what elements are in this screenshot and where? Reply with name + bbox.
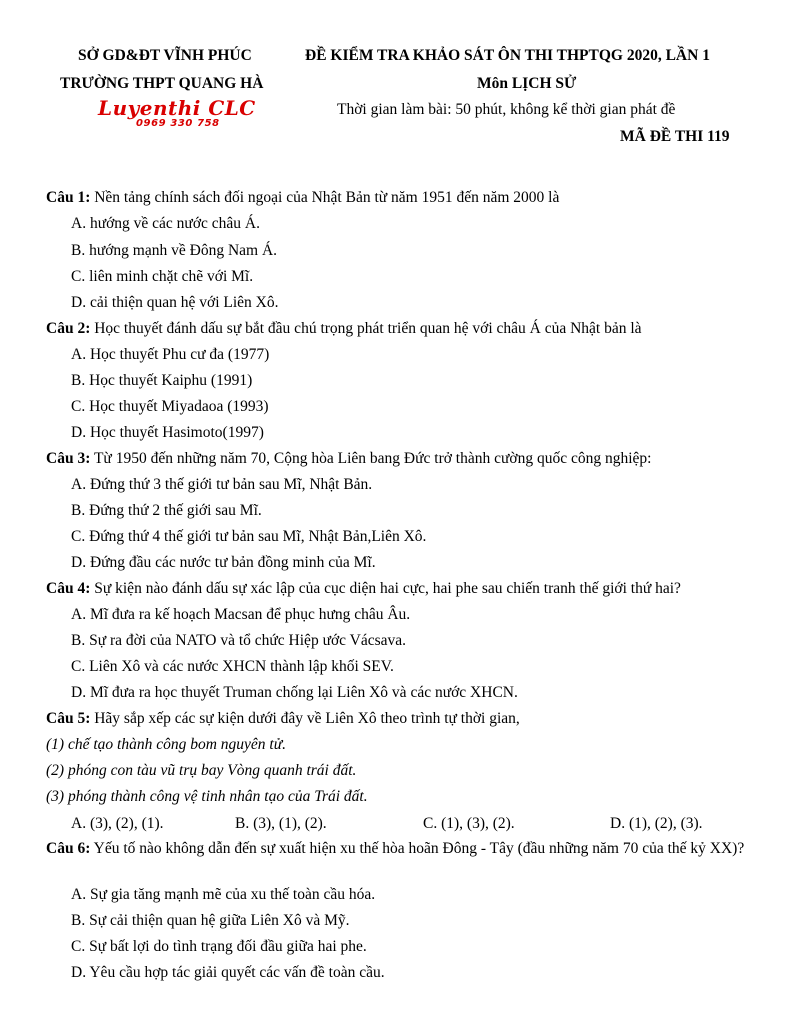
- event-3: (3) phóng thành công vệ tinh nhân tạo của Trái đất.: [46, 788, 368, 805]
- exam-code: MÃ ĐỀ THI 119: [620, 128, 730, 145]
- option-a: A. Đứng thứ 3 thế giới tư bản sau Mĩ, Nhật Bản.: [71, 476, 373, 493]
- option-b: B. Sự cải thiện quan hệ giữa Liên Xô và Mỹ.: [71, 912, 350, 929]
- question-text: Nền tảng chính sách đối ngoại của Nhật Bản từ năm 1951 đến năm 2000 là: [90, 189, 560, 206]
- option-a: A. Sự gia tăng mạnh mẽ của xu thế toàn cầu hóa.: [71, 886, 376, 903]
- option-b: B. Sự ra đời của NATO và tổ chức Hiệp ước Vácsava.: [71, 632, 407, 649]
- option-c: C. liên minh chặt chẽ với Mĩ.: [71, 268, 254, 285]
- question-6: [46, 838, 756, 860]
- option-c: C. Đứng thứ 4 thế giới tư bản sau Mĩ, Nhật Bản,Liên Xô.: [71, 528, 427, 545]
- logo-text: Luyenthi CLC: [98, 96, 256, 120]
- question-5: [46, 710, 520, 728]
- time-note: Thời gian làm bài: 50 phút, không kể thời gian phát đề: [337, 101, 676, 118]
- option-b: B. Đứng thứ 2 thế giới sau Mĩ.: [71, 502, 262, 519]
- option-b: B. hướng mạnh về Đông Nam Á.: [71, 242, 278, 259]
- option-a: A. Mĩ đưa ra kế hoạch Macsan để phục hưng châu Âu.: [71, 606, 411, 623]
- option-a: A. (3), (2), (1).: [71, 815, 164, 832]
- question-3: [46, 450, 651, 468]
- question-label: Câu 4:: [46, 580, 91, 597]
- logo-phone: 0969 330 758: [136, 118, 220, 129]
- option-c: C. Học thuyết Miyadaoa (1993): [71, 398, 269, 415]
- question-label: Câu 1:: [46, 189, 91, 206]
- option-d: D. Đứng đầu các nước tư bản đồng minh của Mĩ.: [71, 554, 376, 571]
- department-name: SỞ GD&ĐT VĨNH PHÚC: [78, 47, 252, 64]
- exam-title: ĐỀ KIỂM TRA KHẢO SÁT ÔN THI THPTQG 2020, LẦN 1: [305, 47, 710, 64]
- question-text: Học thuyết đánh dấu sự bắt đầu chú trọng phát triển quan hệ với châu Á của Nhật bản là: [90, 320, 642, 337]
- option-a: A. Học thuyết Phu cư đa (1977): [71, 346, 270, 363]
- option-d: D. (1), (2), (3).: [610, 815, 703, 832]
- question-1: [46, 189, 559, 207]
- option-c: C. Liên Xô và các nước XHCN thành lập khối SEV.: [71, 658, 394, 675]
- question-label: Câu 2:: [46, 320, 91, 337]
- question-4: [46, 580, 681, 598]
- event-1: (1) chế tạo thành công bom nguyên tử.: [46, 736, 287, 753]
- option-b: B. Học thuyết Kaiphu (1991): [71, 372, 253, 389]
- option-b: B. (3), (1), (2).: [235, 815, 327, 832]
- subject: Môn LỊCH SỬ: [477, 75, 577, 92]
- question-text: Yếu tố nào không dẫn đến sự xuất hiện xu thế hòa hoãn Đông - Tây (đầu những năm 70 của thế kỷ XX)?: [90, 840, 745, 857]
- option-a: A. hướng về các nước châu Á.: [71, 215, 260, 232]
- question-text: Từ 1950 đến những năm 70, Cộng hòa Liên bang Đức trở thành cường quốc công nghiệp:: [90, 450, 652, 467]
- question-label: Câu 6:: [46, 840, 91, 857]
- question-label: Câu 5:: [46, 710, 91, 727]
- question-2: [46, 320, 642, 338]
- option-c: C. Sự bất lợi do tình trạng đối đầu giữa hai phe.: [71, 938, 367, 955]
- event-2: (2) phóng con tàu vũ trụ bay Vòng quanh trái đất.: [46, 762, 357, 779]
- option-d: D. Mĩ đưa ra học thuyết Truman chống lại Liên Xô và các nước XHCN.: [71, 684, 518, 701]
- school-name: TRƯỜNG THPT QUANG HÀ: [60, 75, 264, 92]
- question-text: Hãy sắp xếp các sự kiện dưới đây về Liên Xô theo trình tự thời gian,: [90, 710, 520, 727]
- option-d: D. Học thuyết Hasimoto(1997): [71, 424, 264, 441]
- option-d: D. cải thiện quan hệ với Liên Xô.: [71, 294, 279, 311]
- option-d: D. Yêu cầu hợp tác giải quyết các vấn đề toàn cầu.: [71, 964, 385, 981]
- question-label: Câu 3:: [46, 450, 91, 467]
- option-c: C. (1), (3), (2).: [423, 815, 515, 832]
- question-text: Sự kiện nào đánh dấu sự xác lập của cục diện hai cực, hai phe sau chiến tranh thế giới thứ hai?: [90, 580, 681, 597]
